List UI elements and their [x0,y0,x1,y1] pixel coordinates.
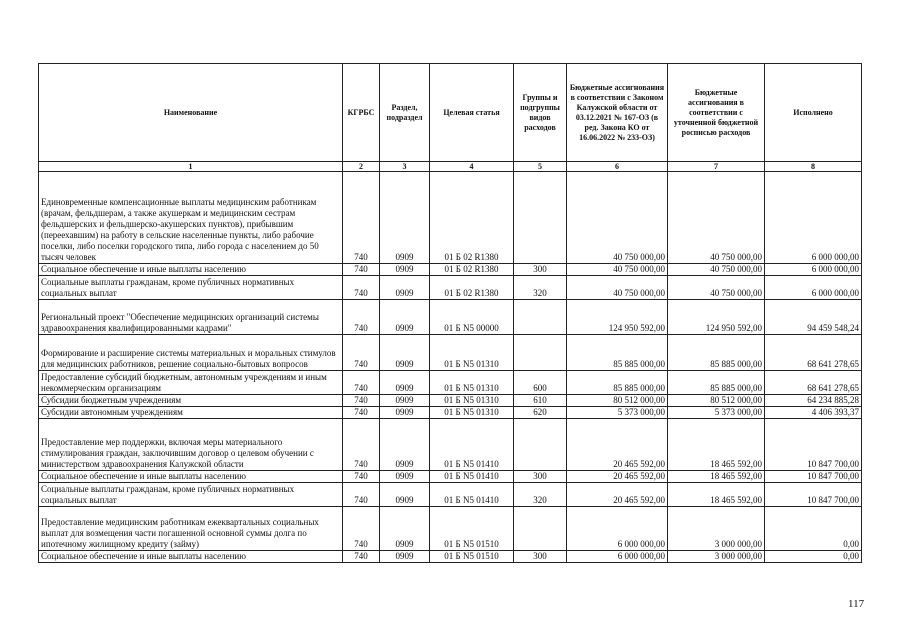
cell-refined-amount: 18 465 592,00 [668,471,765,483]
cell-refined-amount: 5 373 000,00 [668,407,765,419]
cell-kgrbs: 740 [343,551,380,563]
cell-section: 0909 [380,551,430,563]
cell-kgrbs: 740 [343,395,380,407]
header-target: Целевая статья [430,64,514,162]
cell-refined-amount: 18 465 592,00 [668,419,765,471]
cell-law-amount: 20 465 592,00 [567,483,668,507]
table-row [39,419,862,471]
cell-target: 01 Б N5 01510 [430,507,514,551]
cell-refined-amount: 40 750 000,00 [668,172,765,264]
budget-table [38,63,862,563]
cell-law-amount: 20 465 592,00 [567,471,668,483]
cell-kgrbs: 740 [343,276,380,300]
column-number: 7 [668,162,765,172]
cell-group: 300 [514,471,567,483]
cell-law-amount: 20 465 592,00 [567,419,668,471]
cell-kgrbs: 740 [343,371,380,395]
table-row [39,335,862,371]
cell-target: 01 Б N5 00000 [430,300,514,335]
cell-target: 01 Б 02 R1380 [430,276,514,300]
cell-law-amount: 40 750 000,00 [567,264,668,276]
cell-group [514,507,567,551]
header-executed: Исполнено [765,64,862,162]
table-row [39,172,862,264]
cell-executed-amount: 10 847 700,00 [765,419,862,471]
cell-group [514,300,567,335]
cell-section: 0909 [380,172,430,264]
column-number: 5 [514,162,567,172]
header-name: Наименование [39,64,343,162]
column-number: 1 [39,162,343,172]
cell-law-amount: 80 512 000,00 [567,395,668,407]
cell-refined-amount: 40 750 000,00 [668,276,765,300]
column-number: 6 [567,162,668,172]
table-row [39,395,862,407]
cell-target: 01 Б N5 01510 [430,551,514,563]
table-row [39,371,862,395]
cell-section: 0909 [380,419,430,471]
table-row [39,507,862,551]
cell-executed-amount: 0,00 [765,507,862,551]
cell-group: 620 [514,407,567,419]
cell-target: 01 Б N5 01410 [430,483,514,507]
cell-executed-amount: 6 000 000,00 [765,172,862,264]
cell-name: Предоставление субсидий бюджетным, автономным учреждениям и иным некоммерческим организациям [39,371,343,395]
cell-name: Социальные выплаты гражданам, кроме публичных нормативных социальных выплат [39,276,343,300]
cell-executed-amount: 68 641 278,65 [765,371,862,395]
cell-refined-amount: 3 000 000,00 [668,507,765,551]
cell-section: 0909 [380,276,430,300]
column-number: 3 [380,162,430,172]
cell-section: 0909 [380,371,430,395]
cell-name: Формирование и расширение системы материальных и моральных стимулов для медицинских работников, решение социально-бытовых вопросов [39,335,343,371]
cell-target: 01 Б N5 01310 [430,407,514,419]
cell-kgrbs: 740 [343,483,380,507]
cell-refined-amount: 85 885 000,00 [668,335,765,371]
cell-executed-amount: 10 847 700,00 [765,471,862,483]
cell-group: 600 [514,371,567,395]
cell-section: 0909 [380,483,430,507]
column-number: 8 [765,162,862,172]
table-row [39,276,862,300]
table-row [39,483,862,507]
cell-executed-amount: 4 406 393,37 [765,407,862,419]
cell-law-amount: 6 000 000,00 [567,507,668,551]
cell-kgrbs: 740 [343,300,380,335]
cell-group [514,419,567,471]
cell-executed-amount: 94 459 548,24 [765,300,862,335]
cell-name: Социальное обеспечение и иные выплаты населению [39,551,343,563]
cell-group: 320 [514,483,567,507]
cell-law-amount: 124 950 592,00 [567,300,668,335]
cell-name: Социальное обеспечение и иные выплаты населению [39,471,343,483]
column-number: 2 [343,162,380,172]
cell-target: 01 Б 02 R1380 [430,172,514,264]
cell-law-amount: 40 750 000,00 [567,276,668,300]
cell-refined-amount: 3 000 000,00 [668,551,765,563]
cell-group: 300 [514,264,567,276]
cell-refined-amount: 85 885 000,00 [668,371,765,395]
cell-group: 320 [514,276,567,300]
cell-name: Единовременные компенсационные выплаты медицинским работникам (врачам, фельдшерам, а также акушеркам и медицинским сестрам фельдшерских и фельдшерско-акушерских пунктов), прибывшим (переехавшим) на работу в сельские населенные пункты, либо рабочие поселки, либо поселки городского типа, либо города с населением до 50 тысяч человек [39,172,343,264]
cell-group [514,335,567,371]
column-number-row [39,162,862,172]
cell-section: 0909 [380,264,430,276]
cell-target: 01 Б N5 01410 [430,471,514,483]
cell-refined-amount: 40 750 000,00 [668,264,765,276]
table-row [39,471,862,483]
cell-name: Предоставление мер поддержки, включая меры материального стимулирования граждан, заключившим договор о целевом обучении с министерством здравоохранения Калужской области [39,419,343,471]
header-groups: Группы и подгруппы видов расходов [514,64,567,162]
cell-target: 01 Б N5 01310 [430,371,514,395]
cell-law-amount: 85 885 000,00 [567,335,668,371]
cell-group [514,172,567,264]
table-body [39,172,862,563]
cell-section: 0909 [380,335,430,371]
cell-name: Региональный проект "Обеспечение медицинских организаций системы здравоохранения квалифицированными кадрами" [39,300,343,335]
cell-section: 0909 [380,407,430,419]
cell-name: Субсидии автономным учреждениям [39,407,343,419]
header-law: Бюджетные ассигнования в соответствии с Законом Калужской области от 03.12.2021 № 167-ОЗ (в ред. Закона КО от 16.06.2022 № 233-ОЗ) [567,64,668,162]
cell-group: 300 [514,551,567,563]
cell-target: 01 Б 02 R1380 [430,264,514,276]
cell-kgrbs: 740 [343,507,380,551]
header-kgrbs: КГРБС [343,64,380,162]
cell-section: 0909 [380,300,430,335]
cell-refined-amount: 80 512 000,00 [668,395,765,407]
column-number: 4 [430,162,514,172]
cell-section: 0909 [380,395,430,407]
cell-executed-amount: 0,00 [765,551,862,563]
cell-target: 01 Б N5 01310 [430,335,514,371]
cell-section: 0909 [380,471,430,483]
cell-kgrbs: 740 [343,335,380,371]
cell-law-amount: 5 373 000,00 [567,407,668,419]
page-number: 117 [848,598,865,610]
cell-name: Социальное обеспечение и иные выплаты населению [39,264,343,276]
cell-law-amount: 85 885 000,00 [567,371,668,395]
cell-executed-amount: 64 234 885,28 [765,395,862,407]
cell-name: Предоставление медицинским работникам ежеквартальных социальных выплат для возмещения части погашенной основной суммы долга по ипотечному жилищному кредиту (займу) [39,507,343,551]
table-row [39,551,862,563]
table-row [39,264,862,276]
cell-kgrbs: 740 [343,471,380,483]
cell-executed-amount: 10 847 700,00 [765,483,862,507]
table-row [39,407,862,419]
cell-executed-amount: 6 000 000,00 [765,264,862,276]
cell-executed-amount: 68 641 278,65 [765,335,862,371]
cell-kgrbs: 740 [343,407,380,419]
cell-law-amount: 40 750 000,00 [567,172,668,264]
cell-executed-amount: 6 000 000,00 [765,276,862,300]
cell-name: Субсидии бюджетным учреждениям [39,395,343,407]
cell-section: 0909 [380,507,430,551]
cell-refined-amount: 124 950 592,00 [668,300,765,335]
cell-target: 01 Б N5 01410 [430,419,514,471]
header-refined: Бюджетные ассигнования в соответствии с уточненной бюджетной росписью расходов [668,64,765,162]
table-header-row [39,64,862,162]
cell-target: 01 Б N5 01310 [430,395,514,407]
header-section: Раздел, подраздел [380,64,430,162]
cell-kgrbs: 740 [343,419,380,471]
cell-law-amount: 6 000 000,00 [567,551,668,563]
table-row [39,300,862,335]
cell-kgrbs: 740 [343,172,380,264]
cell-refined-amount: 18 465 592,00 [668,483,765,507]
cell-group: 610 [514,395,567,407]
cell-name: Социальные выплаты гражданам, кроме публичных нормативных социальных выплат [39,483,343,507]
cell-kgrbs: 740 [343,264,380,276]
